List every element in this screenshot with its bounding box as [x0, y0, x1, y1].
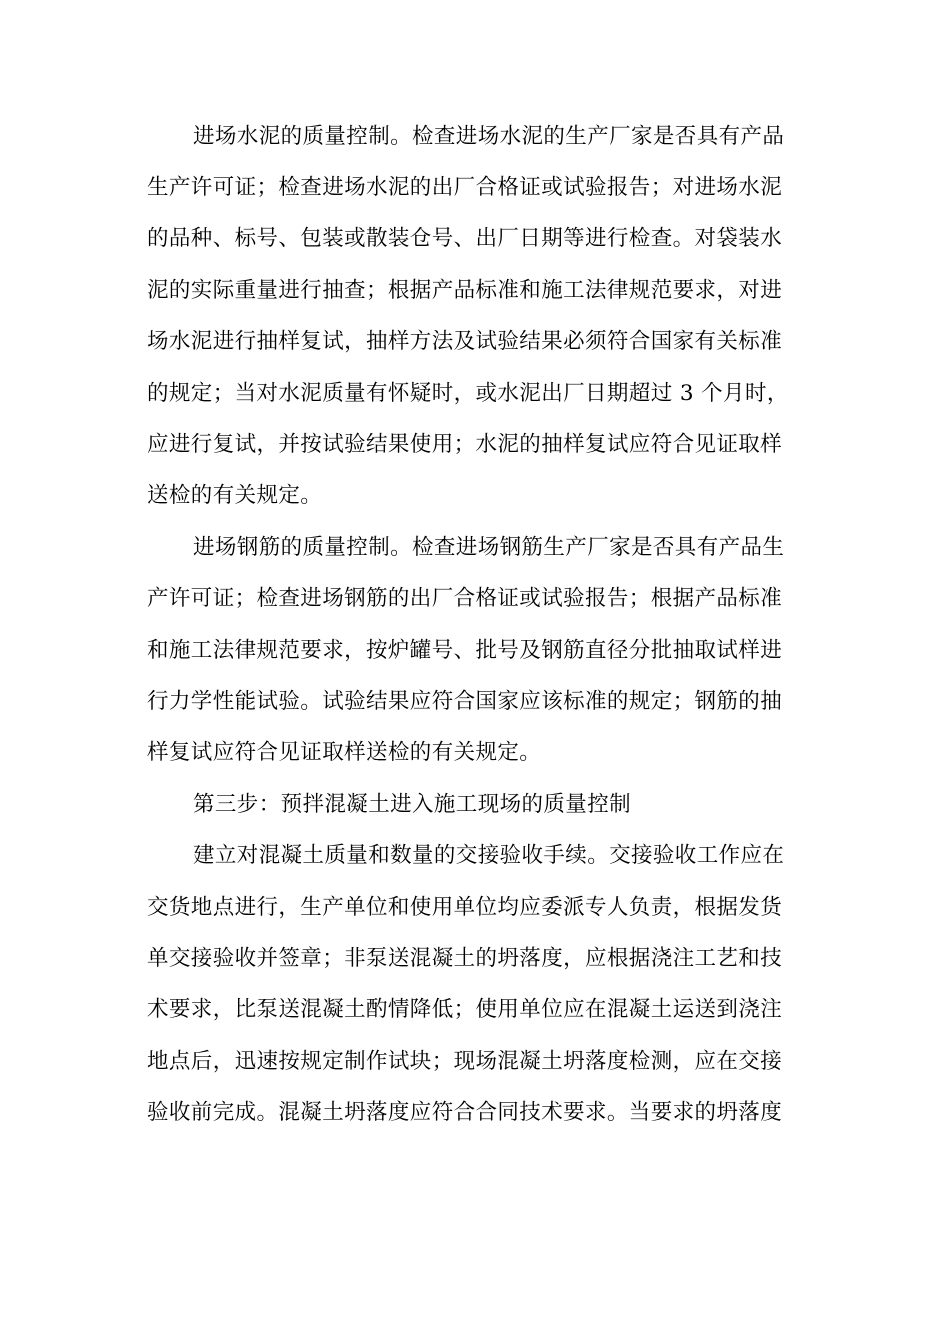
- paragraph-concrete-line-6: 验收前完成。混凝土坍落度应符合合同技术要求。当要求的坍落度: [147, 1100, 783, 1125]
- paragraph-cement-line-1: 进场水泥的质量控制。检查进场水泥的生产厂家是否具有产品: [193, 124, 785, 149]
- paragraph-cement-line-2: 生产许可证；检查进场水泥的出厂合格证或试验报告；对进场水泥: [147, 175, 783, 200]
- paragraph-cement-line-3: 的品种、标号、包装或散装仓号、出厂日期等进行检查。对袋装水: [147, 226, 783, 251]
- paragraph-cement-line-5: 场水泥进行抽样复试，抽样方法及试验结果必须符合国家有关标准: [147, 329, 783, 354]
- paragraph-rebar-line-3: 和施工法律规范要求，按炉罐号、批号及钢筋直径分批抽取试样进: [147, 638, 783, 663]
- paragraph-concrete-line-5: 地点后，迅速按规定制作试块；现场混凝土坍落度检测，应在交接: [147, 1049, 783, 1074]
- step-three-heading: 第三步：预拌混凝土进入施工现场的质量控制: [193, 792, 632, 817]
- paragraph-rebar-line-4: 行力学性能试验。试验结果应符合国家应该标准的规定；钢筋的抽: [147, 689, 783, 714]
- paragraph-cement-line-7: 应进行复试，并按试验结果使用；水泥的抽样复试应符合见证取样: [147, 432, 783, 457]
- paragraph-concrete-line-2: 交货地点进行，生产单位和使用单位均应委派专人负责，根据发货: [147, 895, 783, 920]
- paragraph-concrete-line-4: 术要求，比泵送混凝土酌情降低；使用单位应在混凝土运送到浇注: [147, 997, 783, 1022]
- paragraph-rebar-line-5: 样复试应符合见证取样送检的有关规定。: [147, 740, 542, 765]
- paragraph-concrete-line-1: 建立对混凝土质量和数量的交接验收手续。交接验收工作应在: [193, 843, 785, 868]
- paragraph-cement-line-4: 泥的实际重量进行抽查；根据产品标准和施工法律规范要求，对进: [147, 278, 783, 303]
- paragraph-cement-line-6: 的规定；当对水泥质量有怀疑时，或水泥出厂日期超过 3 个月时，: [147, 381, 789, 406]
- paragraph-rebar-line-2: 产许可证；检查进场钢筋的出厂合格证或试验报告；根据产品标准: [147, 586, 783, 611]
- paragraph-cement-line-8: 送检的有关规定。: [147, 483, 323, 508]
- paragraph-concrete-line-3: 单交接验收并签章；非泵送混凝土的坍落度，应根据浇注工艺和技: [147, 946, 783, 971]
- paragraph-rebar-line-1: 进场钢筋的质量控制。检查进场钢筋生产厂家是否具有产品生: [193, 535, 785, 560]
